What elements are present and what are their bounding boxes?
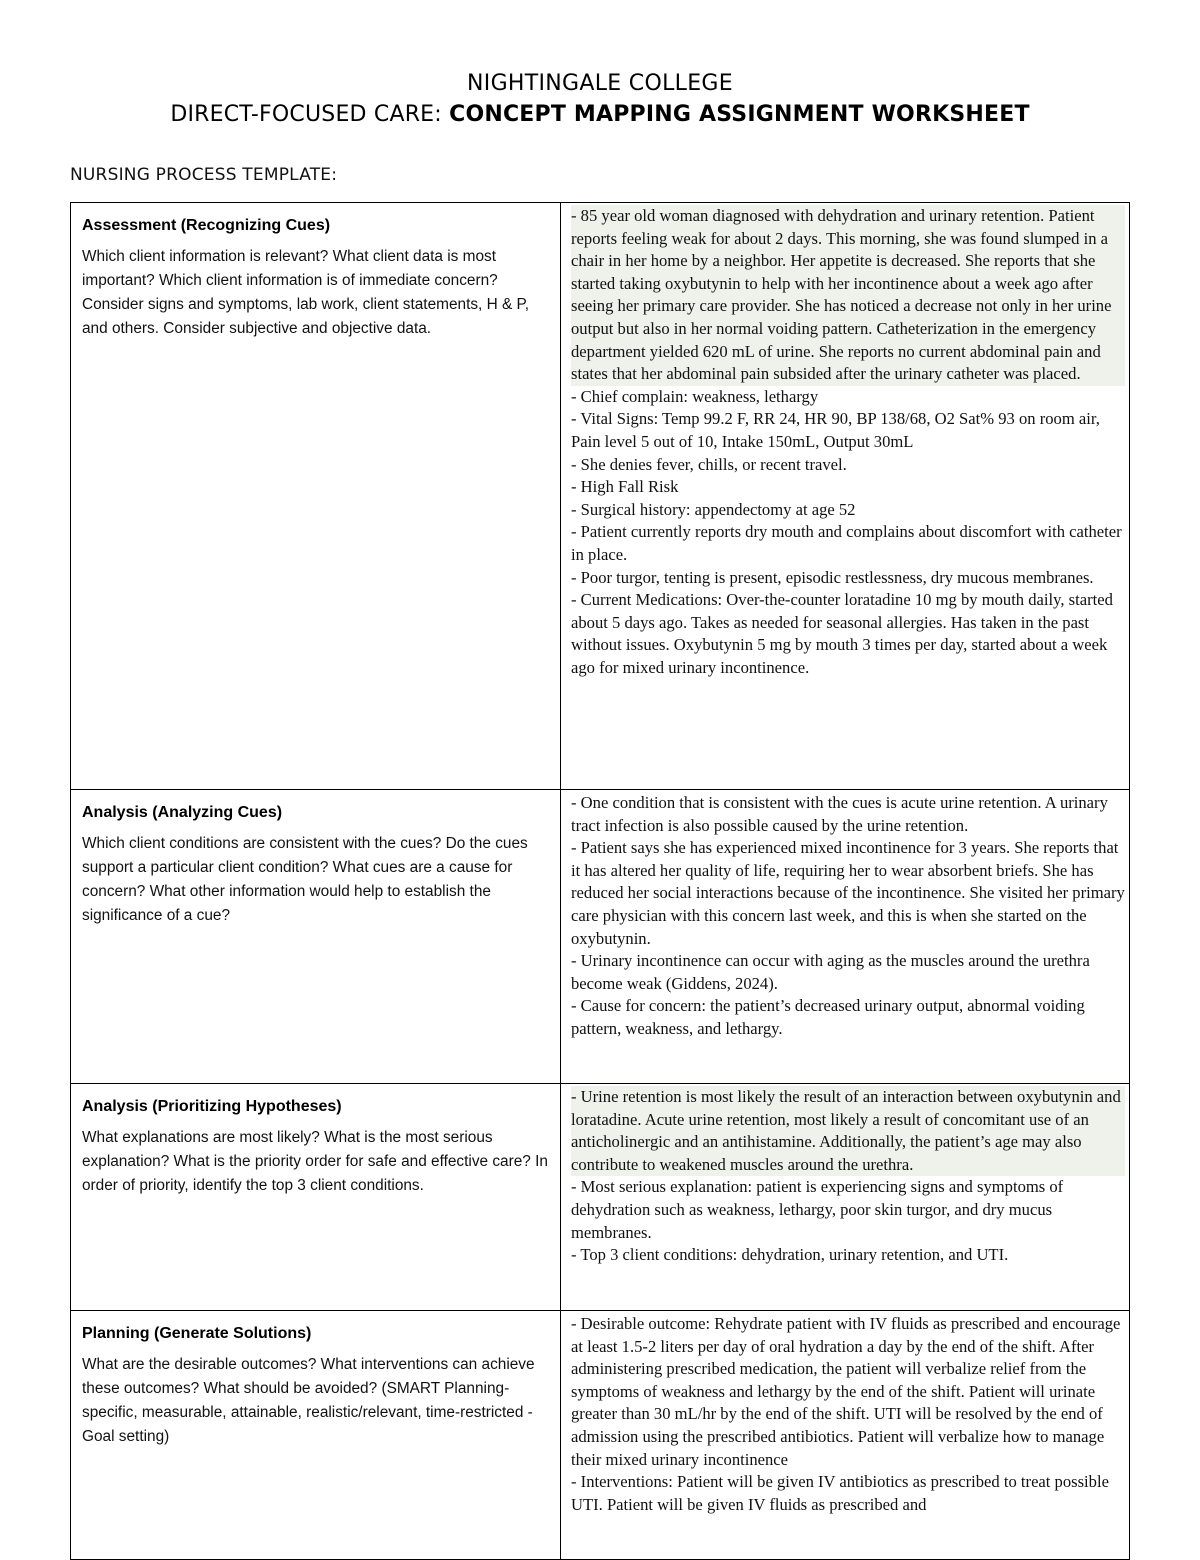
worksheet-title bbox=[0, 98, 1200, 132]
college-name: NIGHTINGALE COLLEGE bbox=[467, 71, 733, 96]
row-prompt: Which client information is relevant? What client data is most important? Which client information is of immediate concern? Consider signs and symptoms, lab work, client statements, H & P, and others. Consider subjective and objective data. bbox=[82, 248, 530, 337]
answer-line: - One condition that is consistent with the cues is acute urine retention. A urinary tract infection is also possible caused by the urine retention. bbox=[571, 793, 1108, 835]
row-prompt: Which client conditions are consistent with the cues? Do the cues support a particular client condition? What cues are a cause for concern? What other information would help to establish the significance of a cue? bbox=[82, 835, 528, 924]
answer-cell bbox=[561, 1311, 1130, 1560]
answer-line: - High Fall Risk bbox=[571, 477, 679, 497]
answer-line: - Patient says she has experienced mixed incontinence for 3 years. She reports that it has altered her quality of life, requiring her to wear absorbent briefs. She has reduced her social interactions because of the incontinence. She visited her primary care physician with this concern last week, and this is when she started on the oxybutynin. bbox=[571, 838, 1125, 948]
answer-line: - Patient currently reports dry mouth and complains about discomfort with catheter in place. bbox=[571, 522, 1122, 564]
answer-line: - Vital Signs: Temp 99.2 F, RR 24, HR 90, BP 138/68, O2 Sat% 93 on room air, Pain level 5 out of 10, Intake 150mL, Output 30mL bbox=[571, 409, 1100, 451]
table-row-prioritizing-hypotheses bbox=[71, 1084, 1130, 1311]
prompt-cell bbox=[71, 790, 561, 1084]
answer-line: - Urinary incontinence can occur with aging as the muscles around the urethra become weak (Giddens, 2024). bbox=[571, 951, 1090, 993]
answer-line: - Desirable outcome: Rehydrate patient with IV fluids as prescribed and encourage at least 1.5-2 liters per day of oral hydration a day by the end of the shift. After administering prescribed medication, the patient will verbalize relief from the symptoms of weakness and lethargy by the end of the shift. Patient will urinate greater than 30 mL/hr by the end of the shift. UTI will be resolved by the end of admission using the prescribed antibiotics. Patient will verbalize how to manage their mixed urinary incontinence bbox=[571, 1314, 1121, 1469]
row-heading: Planning (Generate Solutions) bbox=[82, 1325, 312, 1342]
table-row-assessment bbox=[71, 203, 1130, 790]
answer-line: - She denies fever, chills, or recent travel. bbox=[571, 454, 847, 474]
answer-line: - Poor turgor, tenting is present, episodic restlessness, dry mucous membranes. bbox=[571, 567, 1094, 587]
answer-line: - Urine retention is most likely the result of an interaction between oxybutynin and loratadine. Acute urine retention, most likely a result of concomitant use of an anticholinergic and an antihistamine. Additionally, the patient’s age may also contribute to weakened muscles around the urethra. bbox=[571, 1086, 1125, 1176]
row-heading: Analysis (Prioritizing Hypotheses) bbox=[82, 1098, 342, 1115]
table-row-planning bbox=[71, 1311, 1130, 1560]
answer-cell bbox=[561, 790, 1130, 1084]
answer-cell bbox=[561, 203, 1130, 790]
answer-line: - Chief complain: weakness, lethargy bbox=[571, 386, 819, 406]
row-prompt: What are the desirable outcomes? What interventions can achieve these outcomes? What should be avoided? (SMART Planning- specific, measurable, attainable, realistic/relevant, time-restricted - Goal setting) bbox=[82, 1356, 535, 1445]
answer-cell bbox=[561, 1084, 1130, 1311]
row-heading: Assessment (Recognizing Cues) bbox=[82, 217, 331, 234]
answer-line: - Cause for concern: the patient’s decreased urinary output, abnormal voiding pattern, weakness, and lethargy. bbox=[571, 996, 1085, 1038]
prompt-cell bbox=[71, 1084, 561, 1311]
prompt-cell bbox=[71, 203, 561, 790]
document-header bbox=[0, 70, 1200, 132]
table-row-analyzing-cues bbox=[71, 790, 1130, 1084]
nursing-process-table bbox=[70, 202, 1130, 1560]
answer-line: - 85 year old woman diagnosed with dehydration and urinary retention. Patient reports feeling weak for about 2 days. This morning, she was found slumped in a chair in her home by a neighbor. Her appetite is decreased. She reports that she started taking oxybutynin to help with her incontinence about a week ago after seeing her primary care provider. She has noticed a decrease not only in her urine output but also in her normal voiding pattern. Catheterization in the emergency department yielded 620 mL of urine. She reports no current abdominal pain and states that her abdominal pain subsided after the urinary catheter was placed. bbox=[571, 205, 1125, 386]
template-label: NURSING PROCESS TEMPLATE: bbox=[70, 165, 338, 185]
answer-line: - Interventions: Patient will be given IV antibiotics as prescribed to treat possible UTI. Patient will be given IV fluids as prescribed and bbox=[571, 1472, 1109, 1514]
answer-line: - Surgical history: appendectomy at age 52 bbox=[571, 499, 856, 519]
worksheet-title-bold: CONCEPT MAPPING ASSIGNMENT WORKSHEET bbox=[449, 102, 1030, 127]
row-heading: Analysis (Analyzing Cues) bbox=[82, 804, 283, 821]
answer-line: - Most serious explanation: patient is experiencing signs and symptoms of dehydration such as weakness, lethargy, poor skin turgor, and dry mucus membranes. bbox=[571, 1177, 1064, 1242]
worksheet-title-prefix: DIRECT-FOCUSED CARE: bbox=[170, 102, 450, 127]
answer-line: - Current Medications: Over-the-counter loratadine 10 mg by mouth daily, started about 5 days ago. Takes as needed for seasonal allergies. Has taken in the past without issues. Oxybutynin 5 mg by mouth 3 times per day, started about a week ago for mixed urinary incontinence. bbox=[571, 590, 1113, 677]
row-prompt: What explanations are most likely? What is the most serious explanation? What is the priority order for safe and effective care? In order of priority, identify the top 3 client conditions. bbox=[82, 1129, 548, 1194]
prompt-cell bbox=[71, 1311, 561, 1560]
answer-line: - Top 3 client conditions: dehydration, urinary retention, and UTI. bbox=[571, 1245, 1009, 1265]
